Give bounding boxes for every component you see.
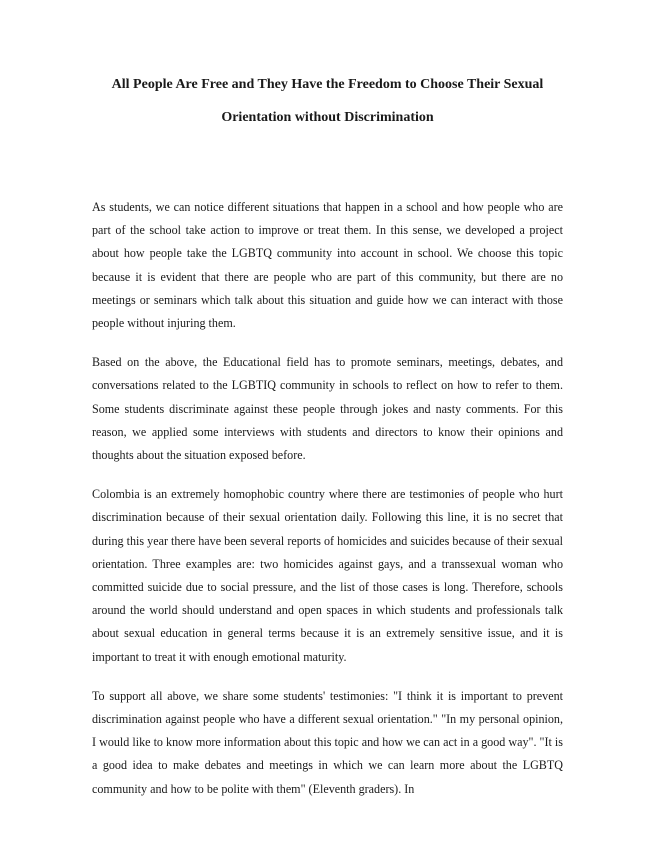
- paragraph-3: Colombia is an extremely homophobic country where there are testimonies of people who hurt discrimination because of their sexual orientation daily. Following this line, it is no secret that during this year there have been several reports of homicides and suicides because of their sexual orientation. Three examples are: two homicides against gays, and a transsexual woman who committed suicide due to social pressure, and the list of those cases is long. Therefore, schools around the world should understand and open spaces in which students and professionals talk about sexual education in general terms because it is an extremely sensitive issue, and it is important to treat it with enough emotional maturity.: [92, 487, 563, 664]
- paragraph-1: As students, we can notice different situations that happen in a school and how people who are part of the school take action to improve or treat them. In this sense, we developed a project about how people take the LGBTQ community into account in school. We choose this topic because it is evident that there are people who are part of this community, but there are no meetings or seminars which talk about this situation and guide how we can interact with those people without injuring them.: [92, 200, 563, 331]
- paragraph-4: To support all above, we share some students' testimonies: "I think it is important to prevent discrimination against people who have a different sexual orientation." "In my personal opinion, I would like to know more information about this topic and how we can act in a good way". "It is a good idea to make debates and meetings in which we can learn more about the LGBTQ community and how to be polite with them" (Eleventh graders). In: [92, 688, 563, 796]
- document-body: [92, 196, 563, 801]
- paragraph-2: Based on the above, the Educational field has to promote seminars, meetings, debates, and conversations related to the LGBTIQ community in schools to reflect on how to refer to them. Some students discriminate against these people through jokes and nasty comments. For this reason, we applied some interviews with students and directors to know their opinions and thoughts about the situation exposed before.: [92, 355, 563, 463]
- document-title: All People Are Free and They Have the Freedom to Choose Their Sexual Orientation without Discrimination: [111, 77, 544, 125]
